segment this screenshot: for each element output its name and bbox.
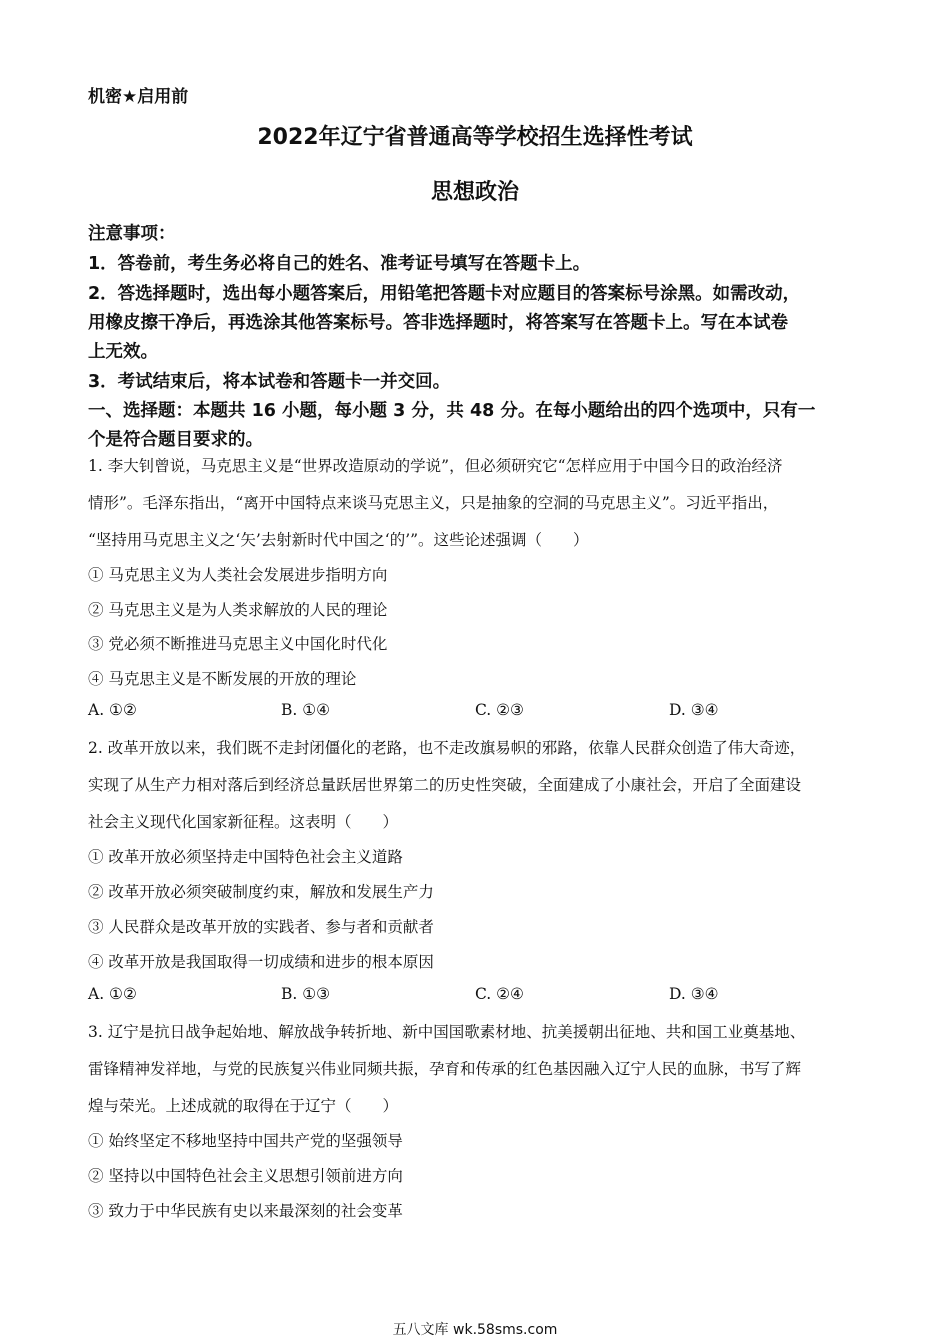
notice-line: 用橡皮擦干净后，再选涂其他答案标号。答非选择题时，将答案写在答题卡上。写在本试卷 [88,313,788,333]
statement-item: ② 坚持以中国特色社会主义思想引领前进方向 [88,1167,403,1185]
notice-line: 1．答卷前，考生务必将自己的姓名、准考证号填写在答题卡上。 [88,254,591,274]
option-d: D. ③④ [669,701,719,719]
section-heading: 一、选择题：本题共 16 小题，每小题 3 分，共 48 分。在每小题给出的四个选项中，只有一 [88,401,816,421]
notice-line: 3．考试结束后，将本试卷和答题卡一并交回。 [88,372,451,392]
statement-item: ① 马克思主义为人类社会发展进步指明方向 [88,566,388,584]
option-b: B. ①④ [281,701,331,719]
statement-item: ② 改革开放必须突破制度约束，解放和发展生产力 [88,883,434,901]
question-stem: 实现了从生产力相对落后到经济总量跃居世界第二的历史性突破，全面建成了小康社会，开启了全面建设 [88,776,802,794]
option-a: A. ①② [88,701,137,719]
statement-item: ③ 致力于中华民族有史以来最深刻的社会变革 [88,1202,403,1220]
question-stem: 雷锋精神发祥地，与党的民族复兴伟业同频共振，孕育和传承的红色基因融入辽宁人民的血脉，书写了辉 [88,1060,802,1078]
statement-item: ② 马克思主义是为人类求解放的人民的理论 [88,601,388,619]
notice-line: 上无效。 [88,342,158,362]
question-stem: 2. 改革开放以来，我们既不走封闭僵化的老路，也不走改旗易帜的邪路，依靠人民群众创造了伟大奇迹， [88,739,806,757]
option-a: A. ①② [88,985,137,1003]
watermark-footer: 五八文库 wk.58sms.com [392,1322,558,1338]
option-d: D. ③④ [669,985,719,1003]
section-heading: 个是符合题目要求的。 [88,430,263,450]
question-stem: “坚持用马克思主义之‘矢’去射新时代中国之‘的’”。这些论述强调（ ） [88,531,589,549]
statement-item: ④ 改革开放是我国取得一切成绩和进步的根本原因 [88,953,434,971]
notice-line: 2．答选择题时，选出每小题答案后，用铅笔把答题卡对应题目的答案标号涂黑。如需改动， [88,284,801,304]
question-stem: 社会主义现代化国家新征程。这表明（ ） [88,813,399,831]
question-stem: 3. 辽宁是抗日战争起始地、解放战争转折地、新中国国歌素材地、抗美援朝出征地、共和国工业奠基地、 [88,1023,806,1041]
option-c: C. ②③ [475,701,524,719]
option-b: B. ①③ [281,985,331,1003]
question-stem: 情形”。毛泽东指出，“离开中国特点来谈马克思主义，只是抽象的空洞的马克思主义”。习近平指出， [88,494,779,512]
statement-item: ③ 人民群众是改革开放的实践者、参与者和贡献者 [88,918,434,936]
option-c: C. ②④ [475,985,524,1003]
subject-title: 思想政治 [430,180,519,205]
notice-heading: 注意事项： [88,224,176,244]
confidential-label: 机密★启用前 [88,87,189,107]
question-stem: 1. 李大钊曾说，马克思主义是“世界改造原动的学说”，但必须研究它“怎样应用于中国今日的政治经济 [88,457,783,475]
exam-title: 2022年辽宁省普通高等学校招生选择性考试 [257,125,693,150]
question-stem: 煌与荣光。上述成就的取得在于辽宁（ ） [88,1097,399,1115]
statement-item: ① 改革开放必须坚持走中国特色社会主义道路 [88,848,403,866]
statement-item: ③ 党必须不断推进马克思主义中国化时代化 [88,635,388,653]
statement-item: ① 始终坚定不移地坚持中国共产党的坚强领导 [88,1132,403,1150]
statement-item: ④ 马克思主义是不断发展的开放的理论 [88,670,357,688]
